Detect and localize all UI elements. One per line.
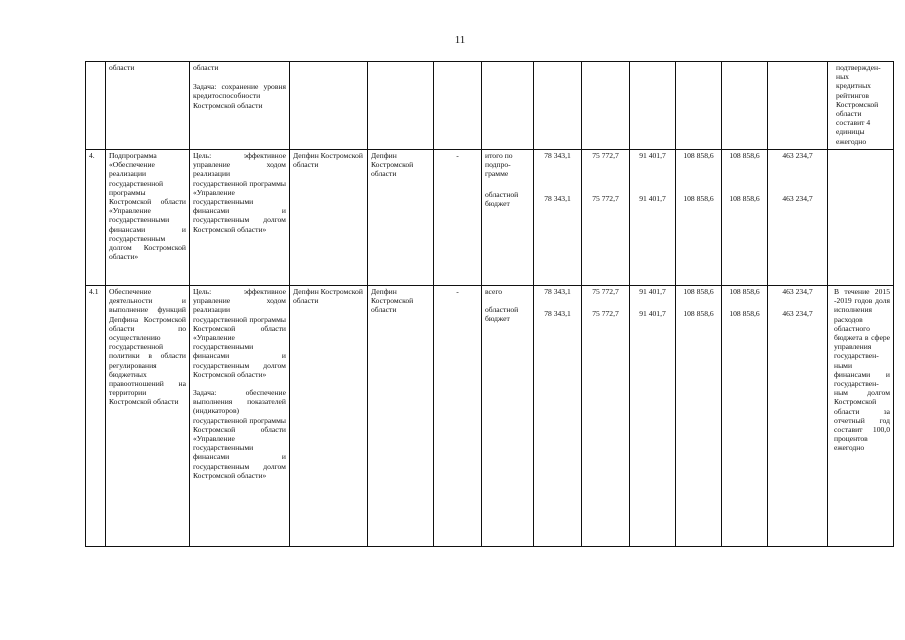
value-2018: 108 858,6	[683, 287, 714, 296]
value-2015: 78 343,1	[544, 194, 571, 204]
value-cell	[768, 286, 828, 547]
source-regional: областной бюджет	[485, 189, 519, 208]
value-2017: 91 401,7	[639, 287, 666, 296]
value-2017: 91 401,7	[639, 151, 666, 160]
value-2019: 108 858,6	[729, 151, 760, 160]
row-number	[86, 62, 106, 150]
value-2016: 75 772,7	[592, 309, 619, 319]
measure-name: Обеспечение деятельности и выполнение функций Депфина Костромской области по осуществлению государственной политики в области регулирования бюджетных правоотношений на территории Костромской области	[106, 286, 190, 547]
value-cell	[768, 150, 828, 286]
source-cell	[482, 150, 534, 286]
value-cell	[722, 150, 768, 286]
value-total: 463 234,7	[782, 287, 813, 296]
value-cell	[630, 62, 676, 150]
value-cell	[722, 286, 768, 547]
value-2015: 78 343,1	[544, 151, 571, 160]
value-cell	[534, 150, 582, 286]
value-2018: 108 858,6	[683, 309, 714, 319]
goal-task-cell	[190, 286, 290, 547]
source-cell	[482, 286, 534, 547]
value-total: 463 234,7	[782, 151, 813, 160]
value-cell	[534, 286, 582, 547]
value-2015: 78 343,1	[544, 287, 571, 296]
value-cell	[582, 62, 630, 150]
value-2017: 91 401,7	[639, 309, 666, 319]
value-cell	[722, 62, 768, 150]
value-2018: 108 858,6	[683, 194, 714, 204]
table-row	[86, 286, 894, 547]
dash-cell	[434, 62, 482, 150]
goal-text: Цель: эффективное управление ходом реализации государственной программы «Управление государственными финансами и государственным долгом Костромской области»	[190, 150, 290, 286]
value-cell	[630, 286, 676, 547]
value-cell	[676, 286, 722, 547]
dash-cell: -	[434, 150, 482, 286]
result-text: В течение 2015 -2019 годов доля исполнения расходов областного бюджета в сфере управления государствен-ными финансами и государствен-ным долгом Костромской области за отчетный год составит 100,0 процентов ежегодно	[828, 286, 894, 547]
value-2019: 108 858,6	[729, 287, 760, 296]
value-2016: 75 772,7	[592, 194, 619, 204]
value-2018: 108 858,6	[683, 151, 714, 160]
value-cell	[582, 150, 630, 286]
table-row	[86, 150, 894, 286]
value-cell	[534, 62, 582, 150]
coexecutor: Депфин Костромской области	[368, 150, 434, 286]
value-total: 463 234,7	[782, 194, 813, 204]
measure-name: области	[106, 62, 190, 150]
value-2015: 78 343,1	[544, 309, 571, 319]
value-cell	[676, 150, 722, 286]
page-number: 11	[454, 34, 466, 46]
value-2017: 91 401,7	[639, 194, 666, 204]
goal-task-cell	[190, 62, 290, 150]
value-cell	[630, 150, 676, 286]
value-2019: 108 858,6	[729, 309, 760, 319]
dash-cell: -	[434, 286, 482, 547]
measure-name: Подпрограмма «Обеспечение реализации государственной программы Костромской области «Управление государственными финансами и государственным долгом Костромской области»	[106, 150, 190, 286]
row-number: 4.	[86, 150, 106, 286]
source-regional: областной бюджет	[485, 305, 519, 324]
coexecutor-cell	[368, 62, 434, 150]
result-text	[828, 150, 894, 286]
value-cell	[768, 62, 828, 150]
executor: Депфин Костромской области	[290, 150, 368, 286]
value-cell	[582, 286, 630, 547]
source-total: итого по подпро- грамме	[485, 151, 513, 179]
coexecutor: Депфин Костромской области	[368, 286, 434, 547]
task-text: Задача: обеспечение выполнения показателей (индикаторов) государственной программы Костромской области «Управление государственными финансами и государственным долгом Костромской области»	[193, 388, 286, 480]
source-cell	[482, 62, 534, 150]
executor: Депфин Костромской области	[290, 286, 368, 547]
table-row	[86, 62, 894, 150]
value-total: 463 234,7	[782, 309, 813, 319]
goal-text: Цель: эффективное управление ходом реализации государственной программы Костромской области «Управление государственными финансами и государственным долгом Костромской области»	[193, 287, 286, 379]
value-2016: 75 772,7	[592, 287, 619, 296]
executor-cell	[290, 62, 368, 150]
value-2019: 108 858,6	[729, 194, 760, 204]
row-number: 4.1	[86, 286, 106, 547]
task-text: Задача: сохранение уровня кредитоспособности Костромской области	[193, 82, 286, 110]
program-table	[85, 61, 894, 547]
value-2016: 75 772,7	[592, 151, 619, 160]
result-text: подтвержден- ных кредитных рейтингов Костромской области составит 4 единицы ежегодно	[828, 62, 894, 150]
source-total: всего	[485, 287, 503, 296]
goal-text: области	[193, 63, 219, 72]
value-cell	[676, 62, 722, 150]
